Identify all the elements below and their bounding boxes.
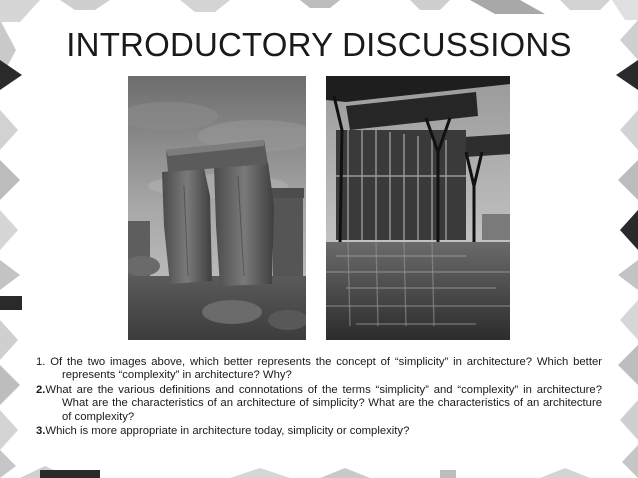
modern-glass-museum-photo: [326, 76, 510, 340]
question-text: Of the two images above, which better represents the concept of “simplicity” in architecture? Which better represents “complexity” in architecture? Why?: [45, 356, 602, 382]
question-number: 3.: [36, 425, 46, 438]
discussion-questions: [36, 356, 602, 439]
question-number: 1.: [36, 356, 46, 368]
question-text: Which is more appropriate in architecture today, simplicity or complexity?: [45, 425, 410, 438]
question-3: [36, 425, 602, 438]
question-1: [36, 356, 602, 383]
border-right-decoration: [612, 0, 638, 478]
slide-title: INTRODUCTORY DISCUSSIONS: [66, 26, 572, 63]
question-text: What are the various definitions and connotations of the terms “simplicity” and “complexity” in architecture? What are the characteristics of an architecture of simplicity? What are the characteristics of an architecture of complexity?: [45, 383, 602, 423]
border-left-decoration: [0, 0, 26, 478]
border-bottom-decoration: [0, 458, 638, 478]
stonehenge-photo: [128, 76, 306, 340]
question-2: [36, 384, 602, 424]
question-number: 2.: [36, 383, 46, 396]
border-top-decoration: [0, 0, 638, 22]
